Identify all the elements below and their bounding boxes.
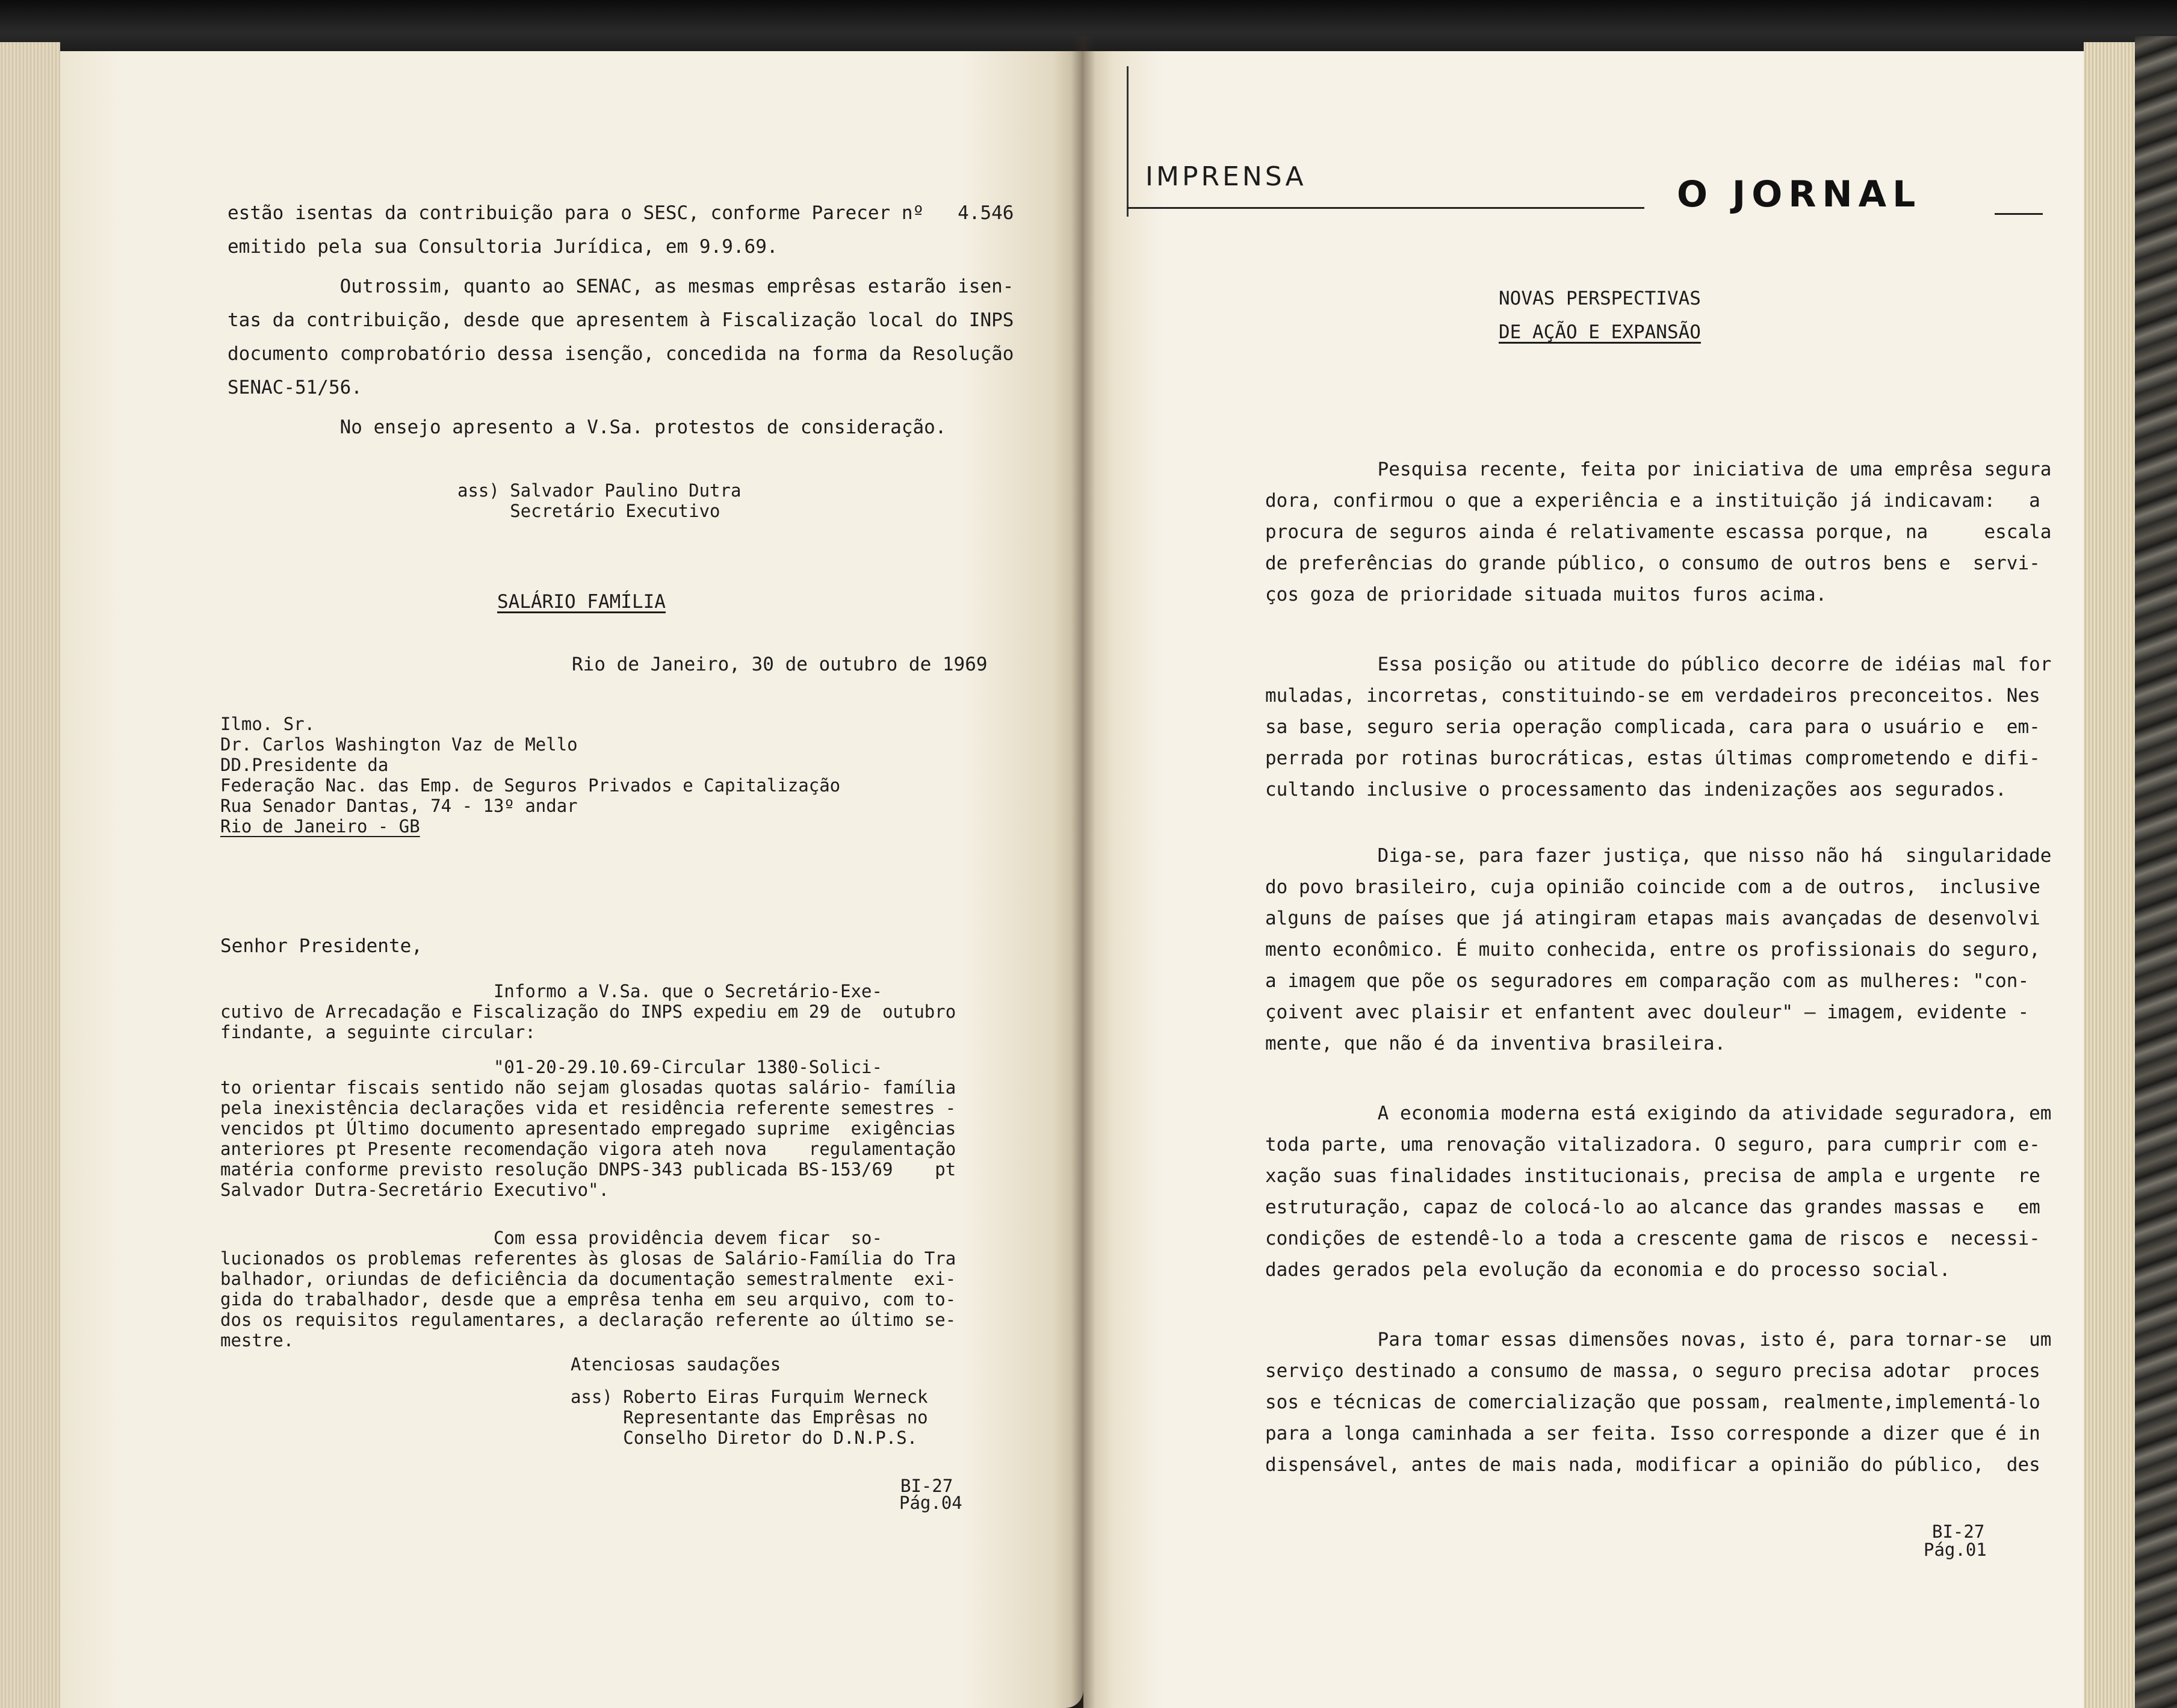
address-line: Dr. Carlos Washington Vaz de Mello	[220, 734, 578, 755]
article-line: serviço destinado a consumo de massa, o seguro precisa adotar proces	[1265, 1360, 2040, 1382]
article-line: do povo brasileiro, cuja opinião coincide com a de outros, inclusive	[1265, 876, 2040, 898]
article-title: DE AÇÃO E EXPANSÃO	[1499, 321, 1701, 343]
body-line: mestre.	[220, 1330, 294, 1351]
header-section-label: IMPRENSA	[1145, 161, 1307, 192]
article-line: a imagem que põe os seguradores em comparação com as mulheres: "con-	[1265, 970, 2030, 992]
body-line: to orientar fiscais sentido não sejam glosadas quotas salário- família	[220, 1077, 956, 1098]
left-page-stack	[0, 42, 60, 1708]
signature-line: Conselho Diretor do D.N.P.S.	[571, 1428, 918, 1448]
article-line: alguns de países que já atingiram etapas mais avançadas de desenvolvi	[1265, 908, 2040, 929]
article-line: condições de estendê-lo a toda a crescente gama de riscos e necessi-	[1265, 1228, 2040, 1249]
article-line: para a longa caminhada a ser feita. Isso corresponde a dizer que é in	[1265, 1423, 2040, 1444]
book-gutter	[1071, 36, 1095, 1708]
article-line: mente, que não é da inventiva brasileira.	[1265, 1033, 1726, 1054]
closing: Atenciosas saudações	[571, 1354, 781, 1375]
article-line: ços goza de prioridade situada muitos furos acima.	[1265, 584, 1827, 605]
body-line: cutivo de Arrecadação e Fiscalização do INPS expediu em 29 de outubro	[220, 1001, 956, 1022]
body-line: gida do trabalhador, desde que a emprêsa tenha em seu arquivo, com to-	[220, 1289, 956, 1310]
article-line: dades gerados pela evolução da economia e do processo social.	[1265, 1259, 1951, 1281]
address-line: Rua Senador Dantas, 74 - 13º andar	[220, 796, 578, 816]
article-line: Pesquisa recente, feita por iniciativa de uma emprêsa segura	[1265, 459, 2052, 480]
newspaper-name: O JORNAL	[1677, 173, 1922, 215]
page-ref: BI-27	[1932, 1521, 1985, 1542]
article-line: A economia moderna está exigindo da atividade seguradora, em	[1265, 1103, 2052, 1124]
article-line: dora, confirmou o que a experiência e a instituição já indicavam: a	[1265, 490, 2040, 512]
body-line: dos os requisitos regulamentares, a declaração referente ao último se-	[220, 1310, 956, 1330]
body-line: anteriores pt Presente recomendação vigora ateh nova regulamentação	[220, 1139, 956, 1159]
body-line: Informo a V.Sa. que o Secretário-Exe-	[220, 981, 882, 1001]
date-line: Rio de Janeiro, 30 de outubro de 1969	[572, 654, 988, 675]
right-page-stack	[2084, 42, 2135, 1708]
article-line: dispensável, antes de mais nada, modificar a opinião do público, des	[1265, 1454, 2040, 1476]
article-title: NOVAS PERSPECTIVAS	[1499, 288, 1701, 309]
left-text-line: tas da contribuição, desde que apresentem à Fiscalização local do INPS	[228, 309, 1014, 331]
article-line: cultando inclusive o processamento das indenizações aos segurados.	[1265, 779, 2007, 800]
body-line: pela inexistência declarações vida et residência referente semestres -	[220, 1098, 956, 1118]
article-line: toda parte, uma renovação vitalizadora. O seguro, para cumprir com e-	[1265, 1134, 2040, 1156]
header-rule-left	[1127, 207, 1644, 209]
page-number: Pág.01	[1924, 1539, 1987, 1560]
body-line: "01-20-29.10.69-Circular 1380-Solici-	[220, 1057, 882, 1077]
body-line: findante, a seguinte circular:	[220, 1022, 536, 1042]
article-line: sa base, seguro seria operação complicada, cara para o usuário e em-	[1265, 716, 2040, 738]
page-number: Pág.04	[899, 1493, 962, 1513]
article-line: Para tomar essas dimensões novas, isto é, para tornar-se um	[1265, 1329, 2052, 1351]
signature-line: Secretário Executivo	[457, 501, 720, 521]
article-line: de preferências do grande público, o consumo de outros bens e servi-	[1265, 552, 2040, 574]
left-text-line: SENAC-51/56.	[228, 377, 362, 398]
article-line: Diga-se, para fazer justiça, que nisso não há singularidade	[1265, 845, 2052, 867]
left-page	[60, 51, 1083, 1708]
left-text-line: documento comprobatório dessa isenção, concedida na forma da Resolução	[228, 343, 1014, 365]
article-line: sos e técnicas de comercialização que possam, realmente,implementá-lo	[1265, 1391, 2040, 1413]
body-line: balhador, oriundas de deficiência da documentação semestralmente exi-	[220, 1269, 956, 1289]
article-line: Essa posição ou atitude do público decorre de idéias mal for	[1265, 654, 2052, 675]
body-line: Com essa providência devem ficar so-	[220, 1228, 882, 1248]
address-line: Rio de Janeiro - GB	[220, 816, 420, 837]
body-line: lucionados os problemas referentes às glosas de Salário-Família do Tra	[220, 1248, 956, 1269]
body-line: vencidos pt Último documento apresentado empregado suprime exigências	[220, 1118, 956, 1139]
article-line: estruturação, capaz de colocá-lo ao alcance das grandes massas e em	[1265, 1196, 2040, 1218]
article-line: mento econômico. É muito conhecida, entre os profissionais do seguro,	[1265, 939, 2040, 961]
address-line: Federação Nac. das Emp. de Seguros Privados e Capitalização	[220, 775, 841, 796]
header-rule-right	[1995, 213, 2043, 215]
signature-line: ass) Roberto Eiras Furquim Werneck	[571, 1387, 928, 1407]
left-text-line: estão isentas da contribuição para o SESC, conforme Parecer nº 4.546	[228, 202, 1014, 224]
address-line: DD.Presidente da	[220, 755, 389, 775]
body-line: matéria conforme previsto resolução DNPS-343 publicada BS-153/69 pt	[220, 1159, 956, 1180]
left-text-line: emitido pela sua Consultoria Jurídica, em 9.9.69.	[228, 236, 778, 258]
article-line: muladas, incorretas, constituindo-se em verdadeiros preconceitos. Nes	[1265, 685, 2040, 707]
signature-line: ass) Salvador Paulino Dutra	[457, 480, 742, 501]
left-text-line: No ensejo apresento a V.Sa. protestos de consideração.	[228, 416, 947, 438]
article-line: xação suas finalidades institucionais, precisa de ampla e urgente re	[1265, 1165, 2040, 1187]
header-vertical-rule	[1127, 66, 1129, 217]
section-title: SALÁRIO FAMÍLIA	[497, 591, 666, 613]
salutation: Senhor Presidente,	[220, 935, 423, 957]
address-line: Ilmo. Sr.	[220, 714, 315, 734]
body-line: Salvador Dutra-Secretário Executivo".	[220, 1180, 610, 1200]
article-line: perrada por rotinas burocráticas, estas últimas comprometendo e difi-	[1265, 747, 2040, 769]
marbled-page-edge	[2135, 36, 2177, 1708]
article-line: çoivent avec plaisir et enfantent avec douleur" — imagem, evidente -	[1265, 1001, 2030, 1023]
page-ref: BI-27	[900, 1476, 953, 1496]
signature-line: Representante das Emprêsas no	[571, 1407, 928, 1428]
article-line: procura de seguros ainda é relativamente escassa porque, na escala	[1265, 521, 2052, 543]
left-text-line: Outrossim, quanto ao SENAC, as mesmas emprêsas estarão isen-	[228, 276, 1014, 297]
